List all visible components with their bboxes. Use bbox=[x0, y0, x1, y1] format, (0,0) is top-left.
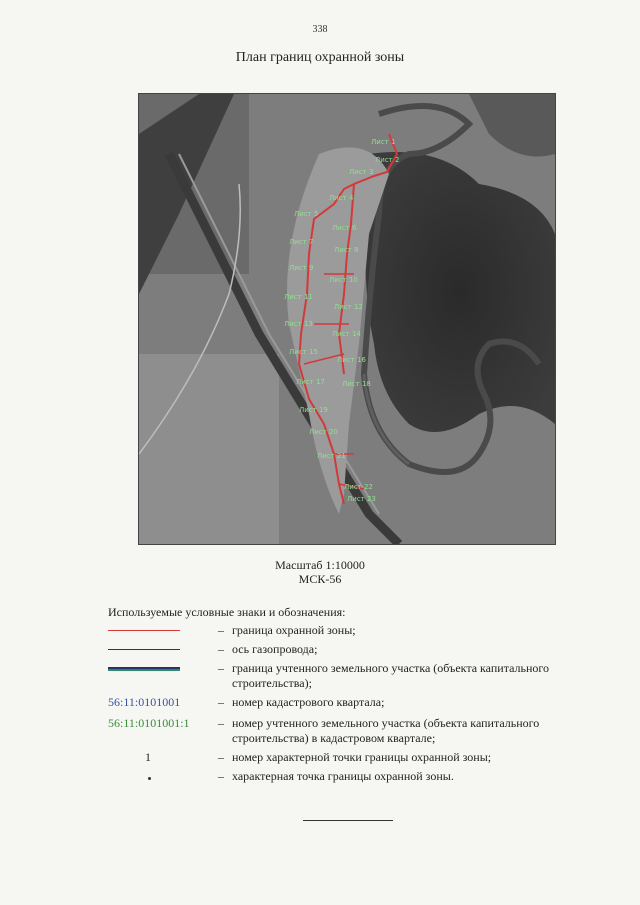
map-label: Лист 6 bbox=[332, 224, 357, 232]
scale-block bbox=[0, 558, 640, 586]
map-label: Лист 10 bbox=[329, 276, 358, 284]
map-label: Лист 11 bbox=[284, 293, 313, 301]
map-label: Лист 19 bbox=[299, 406, 328, 414]
footer-divider bbox=[303, 820, 393, 821]
page-number: 338 bbox=[312, 24, 328, 35]
map-label: Лист 2 bbox=[375, 156, 400, 164]
land-plot-number-symbol: 56:11:0101001:1 bbox=[108, 716, 190, 730]
page-title: План границ охранной зоны bbox=[235, 50, 405, 65]
aerial-map bbox=[138, 93, 556, 545]
land-plot-boundary-line-symbol bbox=[108, 667, 180, 671]
zone-boundary-line-symbol bbox=[108, 630, 180, 631]
coordinate-system: МСК-56 bbox=[298, 572, 342, 586]
legend-item: – ось газопровода; bbox=[108, 642, 588, 657]
map-label: Лист 17 bbox=[296, 378, 325, 386]
map-label: Лист 12 bbox=[334, 303, 363, 311]
cadastral-quarter-symbol: 56:11:0101001 bbox=[108, 695, 181, 709]
map-label: Лист 18 bbox=[342, 380, 371, 388]
legend-item: – граница учтенного земельного участка (объекта капитального строительства); bbox=[108, 661, 588, 691]
map-label: Лист 8 bbox=[334, 246, 359, 254]
map-label: Лист 15 bbox=[289, 348, 318, 356]
legend-item: 56:11:0101001:1 – номер учтенного земельного участка (объекта капитального строительства) в кадастровом квартале; bbox=[108, 716, 540, 745]
map-label: Лист 4 bbox=[329, 194, 354, 202]
legend-item: 1 – номер характерной точки границы охранной зоны; bbox=[108, 750, 588, 765]
map-label: Лист 5 bbox=[294, 210, 319, 218]
field-area bbox=[139, 354, 279, 544]
map-label: Лист 21 bbox=[317, 452, 346, 460]
point-dot-icon bbox=[148, 777, 151, 780]
map-label: Лист 20 bbox=[309, 428, 338, 436]
map-label: Лист 16 bbox=[337, 356, 366, 364]
map-label: Лист 23 bbox=[347, 495, 376, 503]
map-label: Лист 3 bbox=[349, 168, 374, 176]
legend-heading: Используемые условные знаки и обозначения: bbox=[108, 605, 346, 619]
point-number-symbol: 1 bbox=[145, 750, 151, 764]
legend-item: – характерная точка границы охранной зоны. bbox=[108, 769, 588, 784]
map-label: Лист 9 bbox=[289, 264, 314, 272]
map-label: Лист 7 bbox=[289, 238, 314, 246]
map-image bbox=[139, 94, 555, 544]
map-label: Лист 1 bbox=[371, 138, 396, 146]
map-label: Лист 13 bbox=[284, 320, 313, 328]
legend-item: – граница охранной зоны; bbox=[108, 623, 588, 638]
map-label: Лист 14 bbox=[332, 330, 361, 338]
pipeline-axis-line-symbol bbox=[108, 649, 180, 650]
legend-item: 56:11:0101001 – номер кадастрового квартала; bbox=[108, 695, 385, 709]
map-label: Лист 22 bbox=[344, 483, 373, 491]
scale-text: Масштаб 1:10000 bbox=[275, 558, 365, 572]
legend bbox=[108, 605, 588, 788]
